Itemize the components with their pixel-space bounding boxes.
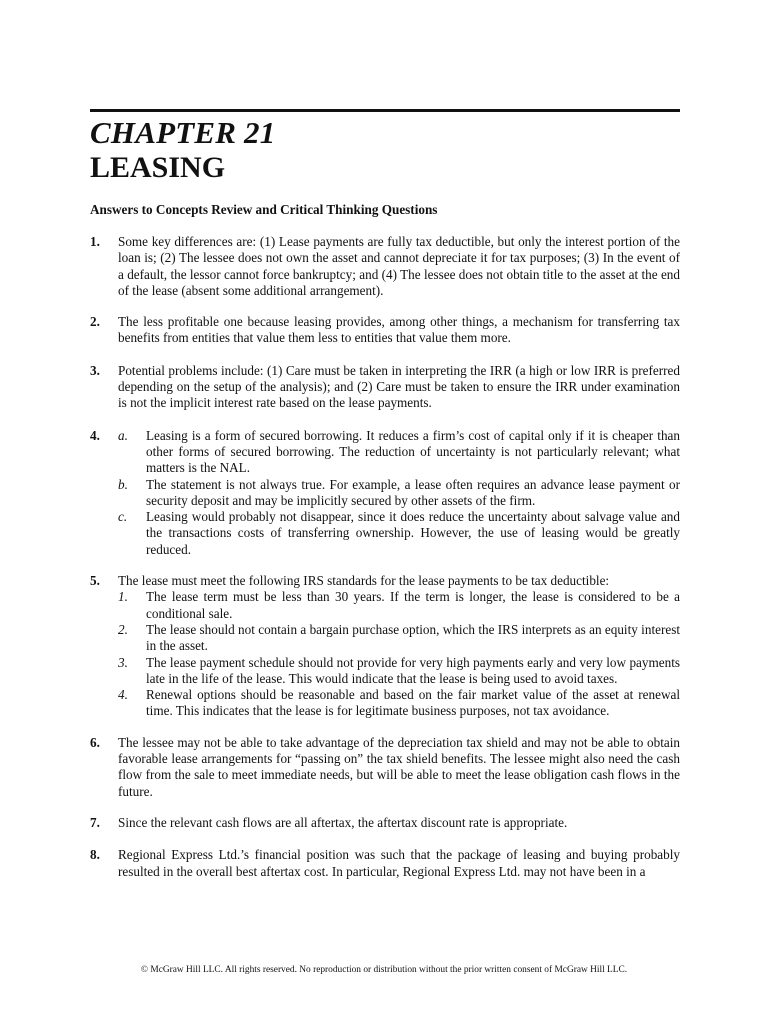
answer-1	[90, 234, 680, 299]
sub-answer-label: a.	[118, 427, 128, 443]
sub-answer-label: 3.	[118, 654, 128, 670]
answer-text: The less profitable one because leasing provides, among other things, a mechanism for transferring tax benefits from entities that value them less to entities that value them more.	[118, 314, 680, 346]
sub-answer-c	[118, 509, 680, 558]
answer-number: 8.	[90, 847, 100, 863]
answer-text: Regional Express Ltd.’s financial position was such that the package of leasing and buying probably resulted in the overall best aftertax cost. In particular, Regional Express Ltd. may not have been in a	[118, 847, 680, 879]
sub-answer-label: b.	[118, 476, 128, 492]
answer-8	[90, 847, 680, 880]
sub-answer-text: The lease should not contain a bargain purchase option, which the IRS interprets as an equity interest in the asset.	[146, 621, 680, 654]
answer-number: 2.	[90, 314, 100, 330]
sub-answer-text: The statement is not always true. For example, a lease often requires an advance lease payment or security deposit and may be implicitly secured by other assets of the firm.	[146, 476, 680, 508]
sub-answer-label: 1.	[118, 589, 128, 605]
section-heading: Answers to Concepts Review and Critical Thinking Questions	[90, 202, 438, 217]
sub-answer-text: Leasing is a form of secured borrowing. It reduces a firm’s cost of capital only if it is cheaper than other forms of secured borrowing. The reduction of uncertainty is not particularly relevant; what matters is the NAL.	[146, 427, 680, 476]
sub-answer-a	[118, 428, 680, 477]
answer-number: 5.	[90, 573, 100, 589]
sub-answer-text: Leasing would probably not disappear, since it does reduce the uncertainty about salvage value and the transactions costs of transferring ownership. However, the use of leasing would be greatly reduced.	[146, 509, 680, 557]
copyright-footer: © McGraw Hill LLC. All rights reserved. No reproduction or distribution without the prior written consent of McGraw Hill LLC.	[140, 965, 628, 975]
sub-answer-3	[118, 655, 680, 688]
sub-answer-label: 2.	[118, 621, 128, 637]
answer-text: Potential problems include: (1) Care must be taken in interpreting the IRR (a high or low IRR is preferred depending on the setup of the analysis); and (2) Care must be taken to ensure the IRR under examination is not the implicit interest rate based on the lease payments.	[118, 362, 680, 411]
answer-2	[90, 314, 680, 347]
answer-number: 7.	[90, 814, 100, 830]
answer-7	[90, 815, 680, 831]
answer-4	[90, 428, 680, 558]
answer-text: Since the relevant cash flows are all aftertax, the aftertax discount rate is appropriate.	[118, 814, 568, 830]
answer-3	[90, 363, 680, 412]
sub-answer-text: The lease payment schedule should not provide for very high payments early and very low payments late in the life of the lease. This would indicate that the lease is being used to avoid taxes.	[146, 654, 680, 686]
sub-answer-1	[118, 589, 680, 622]
chapter-rule	[90, 109, 680, 112]
sub-answer-label: c.	[118, 509, 128, 525]
sub-answer-label: 4.	[118, 687, 128, 703]
sub-answer-text: The lease term must be less than 30 years. If the term is longer, the lease is considered to be a conditional sale.	[146, 589, 680, 621]
sub-answer-text: Renewal options should be reasonable and based on the fair market value of the asset at renewal time. This indicates that the lease is for legitimate business purposes, not tax avoidance.	[146, 687, 680, 719]
question-list	[90, 234, 680, 880]
answer-6	[90, 735, 680, 800]
chapter-number: CHAPTER 21	[90, 115, 276, 150]
answer-number: 3.	[90, 362, 100, 378]
sub-answer-4	[118, 687, 680, 720]
answer-number: 4.	[90, 427, 100, 443]
answer-text: The lessee may not be able to take advantage of the depreciation tax shield and may not be able to obtain favorable lease arrangements for “passing on” the tax shield benefits. The lessee might also need the cash flow from the sale to meet immediate needs, but will be able to meet the lease obligation cash flows in the future.	[118, 734, 680, 799]
answer-text: Some key differences are: (1) Lease payments are fully tax deductible, but only the interest portion of the loan is; (2) The lessee does not own the asset and cannot depreciate it for tax purposes; (3) In the event of a default, the lessor cannot force bankruptcy; and (4) The lessee does not obtain title to the asset at the end of the lease (absent some additional arrangement).	[118, 234, 680, 298]
answer-text: The lease must meet the following IRS standards for the lease payments to be tax deductible:	[118, 573, 610, 589]
chapter-title: LEASING	[90, 151, 226, 184]
sub-answer-2	[118, 622, 680, 655]
answer-5	[90, 573, 680, 720]
answer-number: 6.	[90, 734, 100, 750]
sub-answer-b	[118, 477, 680, 510]
answer-number: 1.	[90, 234, 100, 249]
